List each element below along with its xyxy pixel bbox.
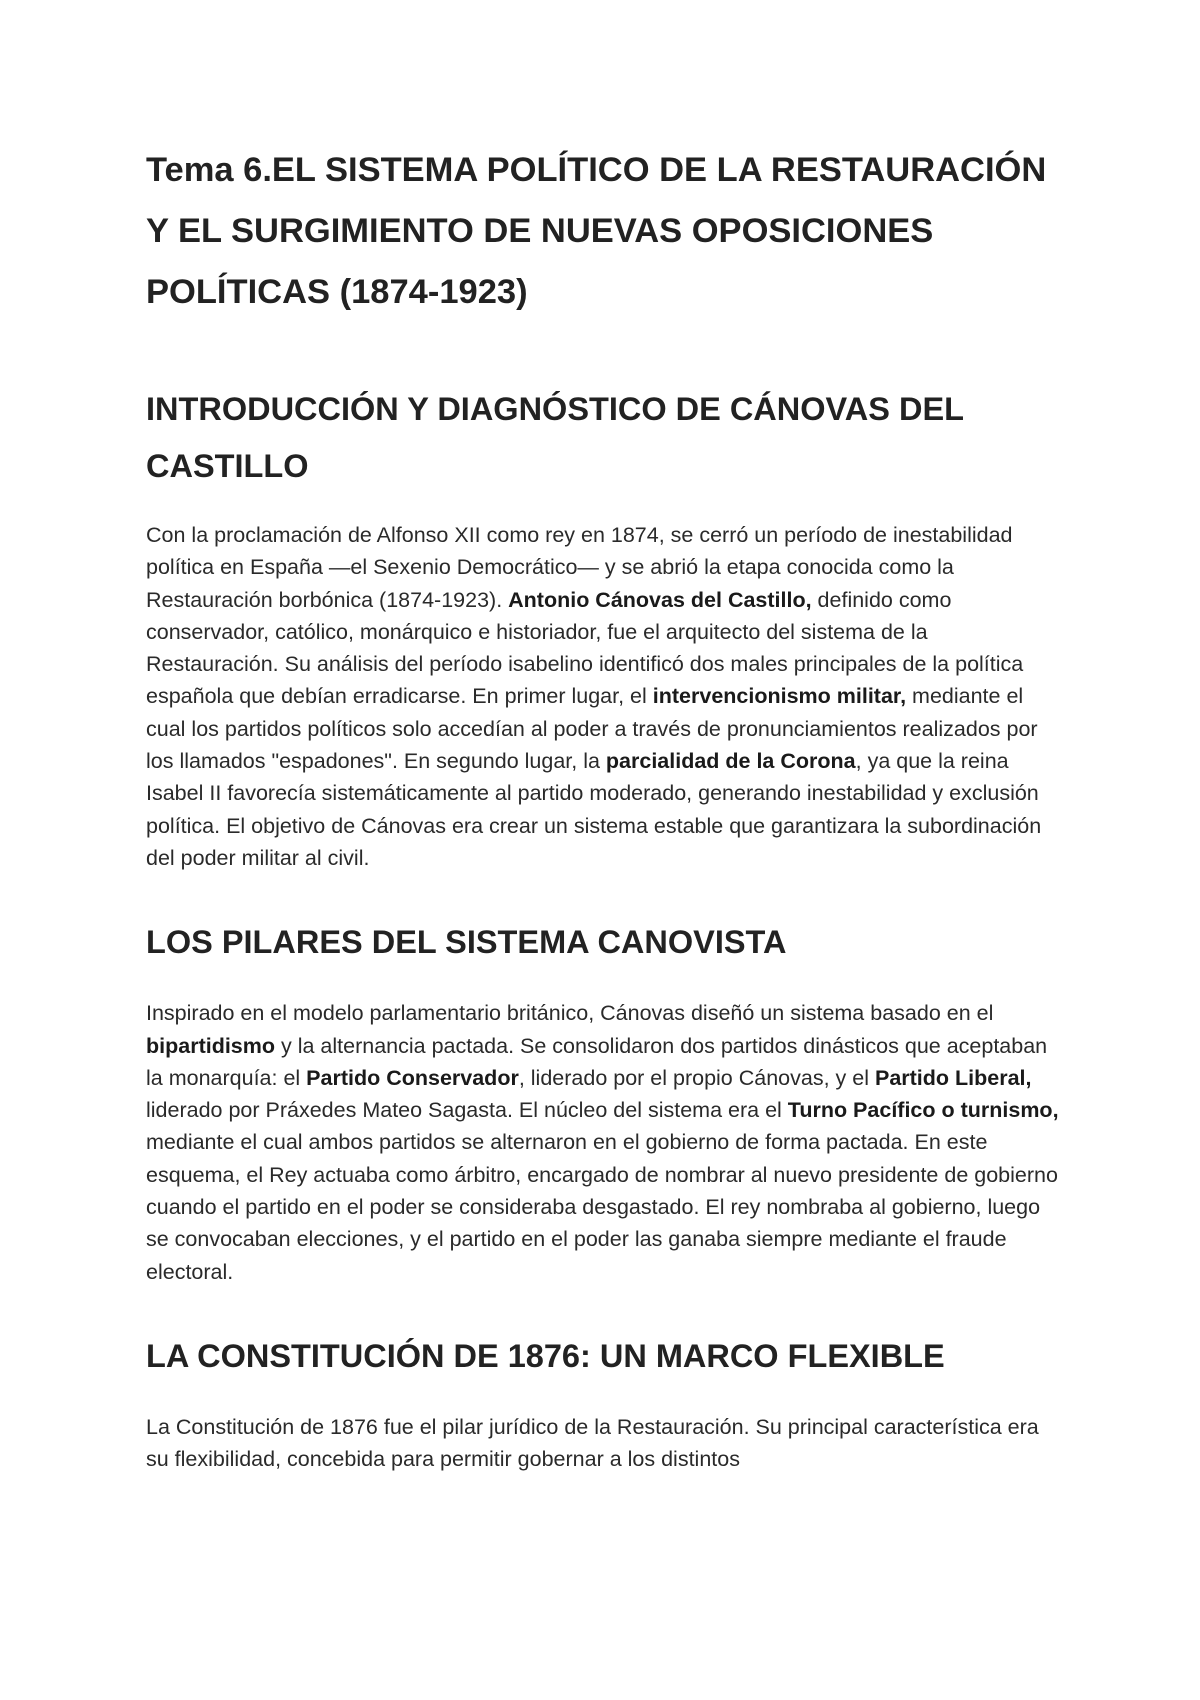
bold-term-bipartidismo: bipartidismo: [146, 1033, 276, 1058]
text-run: , liderado por el propio Cánovas, y el: [518, 1065, 875, 1090]
bold-term-canovas: Antonio Cánovas del Castillo,: [508, 587, 812, 612]
text-run: Con la proclamación de Alfonso XII como rey en 1874, se cerró un período de inestabilidad política en España —el Sexenio Democrático— y se abrió la etapa conocida como la Restauración borbónica (1874-1923).: [146, 523, 1013, 612]
bold-term-partido-conservador: Partido Conservador: [306, 1065, 519, 1090]
text-run: y la alternancia pactada. Se consolidaron dos partidos dinásticos que aceptaban la monarquía: el: [146, 1033, 1048, 1090]
bold-term-partido-liberal: Partido Liberal,: [874, 1065, 1032, 1090]
text-run: La Constitución de 1876 fue el pilar jurídico de la Restauración. Su principal característica era su flexibilidad, concebida para permitir gobernar a los distintos: [146, 1414, 1039, 1472]
section-heading-pilares: LOS PILARES DEL SISTEMA CANOVISTA: [146, 924, 787, 961]
document-title: Tema 6.EL SISTEMA POLÍTICO DE LA RESTAURACIÓN Y EL SURGIMIENTO DE NUEVAS OPOSICIONES POLÍTICAS (1874-1923): [146, 151, 1047, 311]
bold-term-turno-pacifico: Turno Pacífico o turnismo,: [787, 1098, 1059, 1123]
section-heading-introduccion: INTRODUCCIÓN Y DIAGNÓSTICO DE CÁNOVAS DEL CASTILLO: [146, 391, 964, 484]
paragraph-introduccion: [146, 519, 1066, 874]
text-run: Inspirado en el modelo parlamentario británico, Cánovas diseñó un sistema basado en el: [146, 1001, 994, 1026]
paragraph-pilares: [146, 997, 1066, 1288]
text-run: , ya que la reina Isabel II favorecía sistemáticamente al partido moderado, generando inestabilidad y exclusión política. El objetivo de Cánovas era crear un sistema estable que garantizara la subordinación del poder militar al civil.: [146, 749, 1042, 870]
bold-term-intervencionismo: intervencionismo militar,: [652, 684, 907, 709]
bold-term-parcialidad: parcialidad de la Corona: [605, 749, 856, 774]
text-run: definido como conservador, católico, monárquico e historiador, fue el arquitecto del sistema de la Restauración. Su análisis del período isabelino identificó dos males principales de la política española que debían erradicarse. En primer lugar, el: [146, 587, 1024, 709]
paragraph-constitucion: [146, 1411, 1066, 1476]
text-run: mediante el cual ambos partidos se alternaron en el gobierno de forma pactada. En este esquema, el Rey actuaba como árbitro, encargado de nombrar al nuevo presidente de gobierno cuando el partido en el poder se consideraba desgastado. El rey nombraba al gobierno, luego se convocaban elecciones, y el partido en el poder las ganaba siempre mediante el fraude electoral.: [146, 1130, 1058, 1284]
text-run: liderado por Práxedes Mateo Sagasta. El núcleo del sistema era el: [146, 1098, 788, 1123]
document-page: [146, 140, 1066, 1476]
section-heading-constitucion: LA CONSTITUCIÓN DE 1876: UN MARCO FLEXIBLE: [146, 1337, 945, 1374]
text-run: mediante el cual los partidos políticos solo accedían al poder a través de pronunciamientos realizados por los llamados "espadones". En segundo lugar, la: [146, 684, 1038, 774]
